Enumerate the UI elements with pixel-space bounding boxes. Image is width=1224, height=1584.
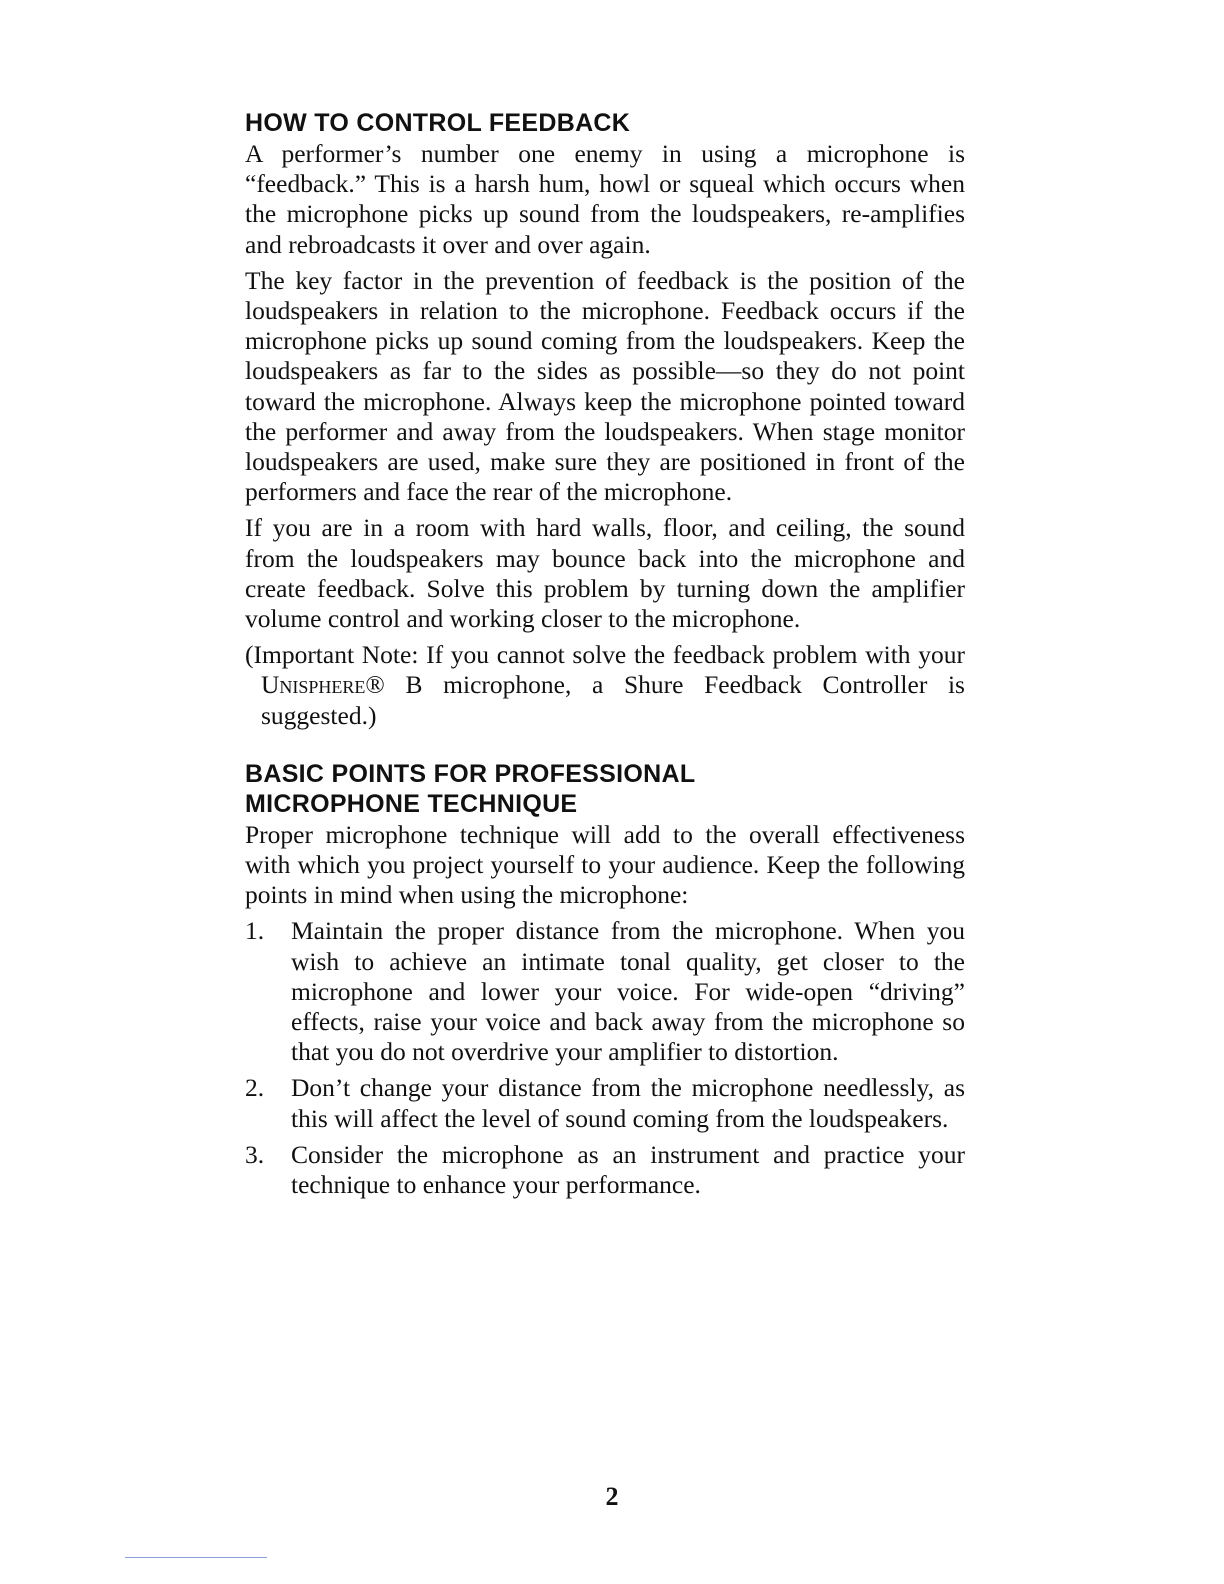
paragraph-hard-walls: If you are in a room with hard walls, floor, and ceiling, the sound from the loudspeakers may bounce back into the microphone and create feedback. Solve this problem by turning down the amplifier volume control and working closer to the microphone. — [245, 513, 965, 634]
paragraph-technique-intro: Proper microphone technique will add to the overall effectiveness with which you project yourself to your audience. Keep the following points in mind when using the microphone: — [245, 819, 965, 910]
section-heading-technique — [245, 759, 965, 819]
list-item-number: 2. — [245, 1073, 265, 1103]
note-text-end: B microphone, a Shure Feedback Controller is suggested.) — [261, 670, 965, 730]
section-heading-feedback: HOW TO CONTROL FEEDBACK — [245, 109, 631, 137]
list-item-text: Consider the microphone as an instrument and practice your technique to enhance your performance. — [291, 1139, 965, 1200]
paragraph-speaker-position: The key factor in the prevention of feedback is the position of the loudspeakers in relation to the microphone. Feedback occurs if the microphone picks up sound coming from the loudspeakers. Keep the loudspeakers as far to the sides as possible—so they do not point toward the microphone. Always keep the microphone pointed toward the performer and away from the loudspeakers. When stage monitor loudspeakers are used, make sure they are positioned in front of the performers and face the rear of the microphone. — [245, 265, 965, 507]
technique-list — [245, 916, 965, 1200]
document-page — [245, 108, 965, 1206]
list-item-number: 1. — [245, 916, 265, 946]
list-item-text: Don’t change your distance from the microphone needlessly, as this will affect the level of sound coming from the loudspeakers. — [291, 1073, 965, 1133]
list-item-text: Maintain the proper distance from the microphone. When you wish to achieve an intimate tonal quality, get closer to the microphone and lower your voice. For wide-open “driving” effects, raise your voice and back away from the microphone so that you do not overdrive your amplifier to distortion. — [291, 916, 965, 1067]
note-text-start: (Important Note: If you cannot solve the feedback problem with your — [245, 640, 965, 670]
brand-name: Unisphere® — [261, 670, 385, 700]
page-number: 2 — [605, 1482, 619, 1511]
heading-line-2: MICROPHONE TECHNIQUE — [245, 789, 578, 818]
paragraph-feedback-definition: A performer’s number one enemy in using a microphone is “feedback.” This is a harsh hum, howl or squeal which occurs when the microphone picks up sound from the loudspeakers, re-amplifies and rebroadcasts it over and over again. — [245, 139, 965, 259]
list-item — [245, 1140, 965, 1200]
footer-divider — [125, 1557, 267, 1558]
list-item-number: 3. — [245, 1139, 265, 1169]
heading-line-1: BASIC POINTS FOR PROFESSIONAL — [245, 759, 696, 788]
list-item — [245, 916, 965, 1067]
list-item — [245, 1073, 965, 1133]
important-note — [245, 640, 965, 731]
